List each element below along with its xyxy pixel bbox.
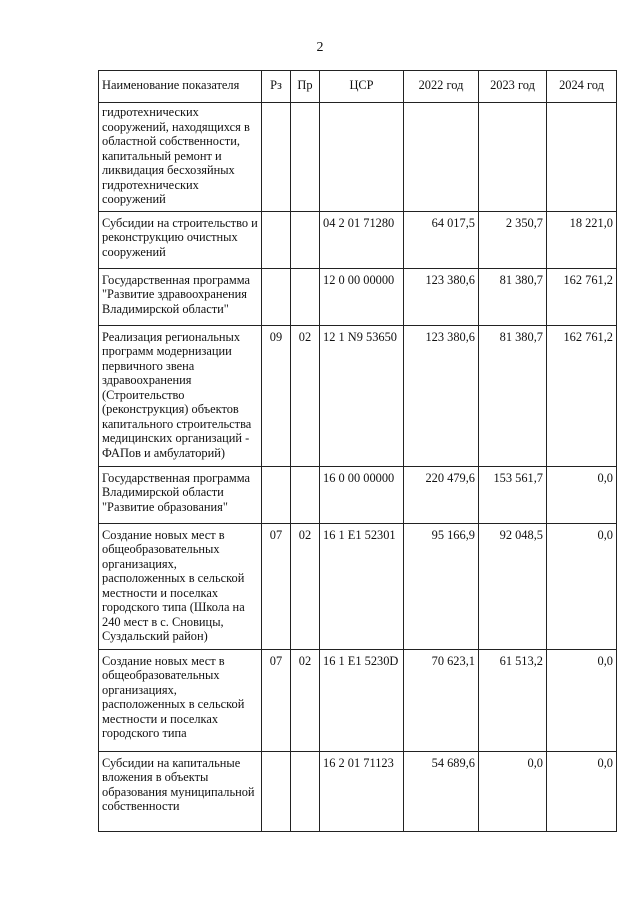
cell-2023: 153 561,7 (479, 466, 547, 523)
cell-2024: 0,0 (547, 649, 617, 751)
table-row (99, 751, 617, 831)
cell-rz (262, 466, 291, 523)
cell-pr: 02 (291, 325, 320, 466)
cell-2022: 123 380,6 (404, 325, 479, 466)
cell-2023: 61 513,2 (479, 649, 547, 751)
cell-name: Субсидии на капитальные вложения в объекты образования муниципальной собственности (99, 751, 262, 831)
cell-pr (291, 466, 320, 523)
cell-pr (291, 751, 320, 831)
cell-csr: 04 2 01 71280 (320, 211, 404, 268)
header-name: Наименование показателя (99, 71, 262, 103)
cell-2023: 81 380,7 (479, 268, 547, 325)
cell-csr: 16 1 E1 5230D (320, 649, 404, 751)
cell-2024: 18 221,0 (547, 211, 617, 268)
header-pr: Пр (291, 71, 320, 103)
cell-csr: 12 1 N9 53650 (320, 325, 404, 466)
table-row (99, 466, 617, 523)
cell-2024: 162 761,2 (547, 268, 617, 325)
cell-2024: 0,0 (547, 523, 617, 649)
cell-name: Создание новых мест в общеобразовательных организациях, расположенных в сельской местности и поселках городского типа (Школа на 240 мест в с. Сновицы, Суздальский район) (99, 523, 262, 649)
cell-csr: 12 0 00 00000 (320, 268, 404, 325)
cell-2022: 220 479,6 (404, 466, 479, 523)
cell-pr: 02 (291, 649, 320, 751)
cell-name: Государственная программа Владимирской области "Развитие образования" (99, 466, 262, 523)
cell-pr: 02 (291, 523, 320, 649)
cell-name: Создание новых мест в общеобразовательных организациях, расположенных в сельской местности и поселках городского типа (99, 649, 262, 751)
cell-pr (291, 103, 320, 212)
cell-2023: 2 350,7 (479, 211, 547, 268)
table-header-row (99, 71, 617, 103)
cell-2023: 0,0 (479, 751, 547, 831)
cell-2022: 54 689,6 (404, 751, 479, 831)
header-2024: 2024 год (547, 71, 617, 103)
table-row (99, 649, 617, 751)
cell-csr: 16 1 E1 52301 (320, 523, 404, 649)
cell-pr (291, 268, 320, 325)
cell-rz: 07 (262, 649, 291, 751)
cell-name: Государственная программа "Развитие здравоохранения Владимирской области" (99, 268, 262, 325)
cell-2022: 64 017,5 (404, 211, 479, 268)
cell-2023 (479, 103, 547, 212)
cell-rz (262, 103, 291, 212)
cell-csr: 16 0 00 00000 (320, 466, 404, 523)
cell-rz (262, 211, 291, 268)
cell-2024 (547, 103, 617, 212)
cell-csr: 16 2 01 71123 (320, 751, 404, 831)
cell-2024: 162 761,2 (547, 325, 617, 466)
header-2022: 2022 год (404, 71, 479, 103)
table-row (99, 325, 617, 466)
cell-2024: 0,0 (547, 466, 617, 523)
header-2023: 2023 год (479, 71, 547, 103)
cell-2023: 92 048,5 (479, 523, 547, 649)
cell-2022: 70 623,1 (404, 649, 479, 751)
cell-rz (262, 268, 291, 325)
cell-name: гидротехнических сооружений, находящихся в областной собственности, капитальный ремонт и ликвидация бесхозяйных гидротехнических сооружений (99, 103, 262, 212)
cell-2022: 95 166,9 (404, 523, 479, 649)
header-csr: ЦСР (320, 71, 404, 103)
cell-name: Реализация региональных программ модернизации первичного звена здравоохранения (Строительство (реконструкция) объектов капитального строительства медицинских организаций - ФАПов и амбулаторий) (99, 325, 262, 466)
cell-rz: 07 (262, 523, 291, 649)
cell-2022: 123 380,6 (404, 268, 479, 325)
cell-pr (291, 211, 320, 268)
cell-name: Субсидии на строительство и реконструкцию очистных сооружений (99, 211, 262, 268)
table-row (99, 268, 617, 325)
table-row (99, 523, 617, 649)
cell-rz (262, 751, 291, 831)
header-rz: Рз (262, 71, 291, 103)
table-row (99, 211, 617, 268)
table-row (99, 103, 617, 212)
cell-2022 (404, 103, 479, 212)
page-number: 2 (316, 40, 324, 55)
budget-table (98, 70, 617, 832)
cell-2024: 0,0 (547, 751, 617, 831)
cell-rz: 09 (262, 325, 291, 466)
cell-csr (320, 103, 404, 212)
cell-2023: 81 380,7 (479, 325, 547, 466)
